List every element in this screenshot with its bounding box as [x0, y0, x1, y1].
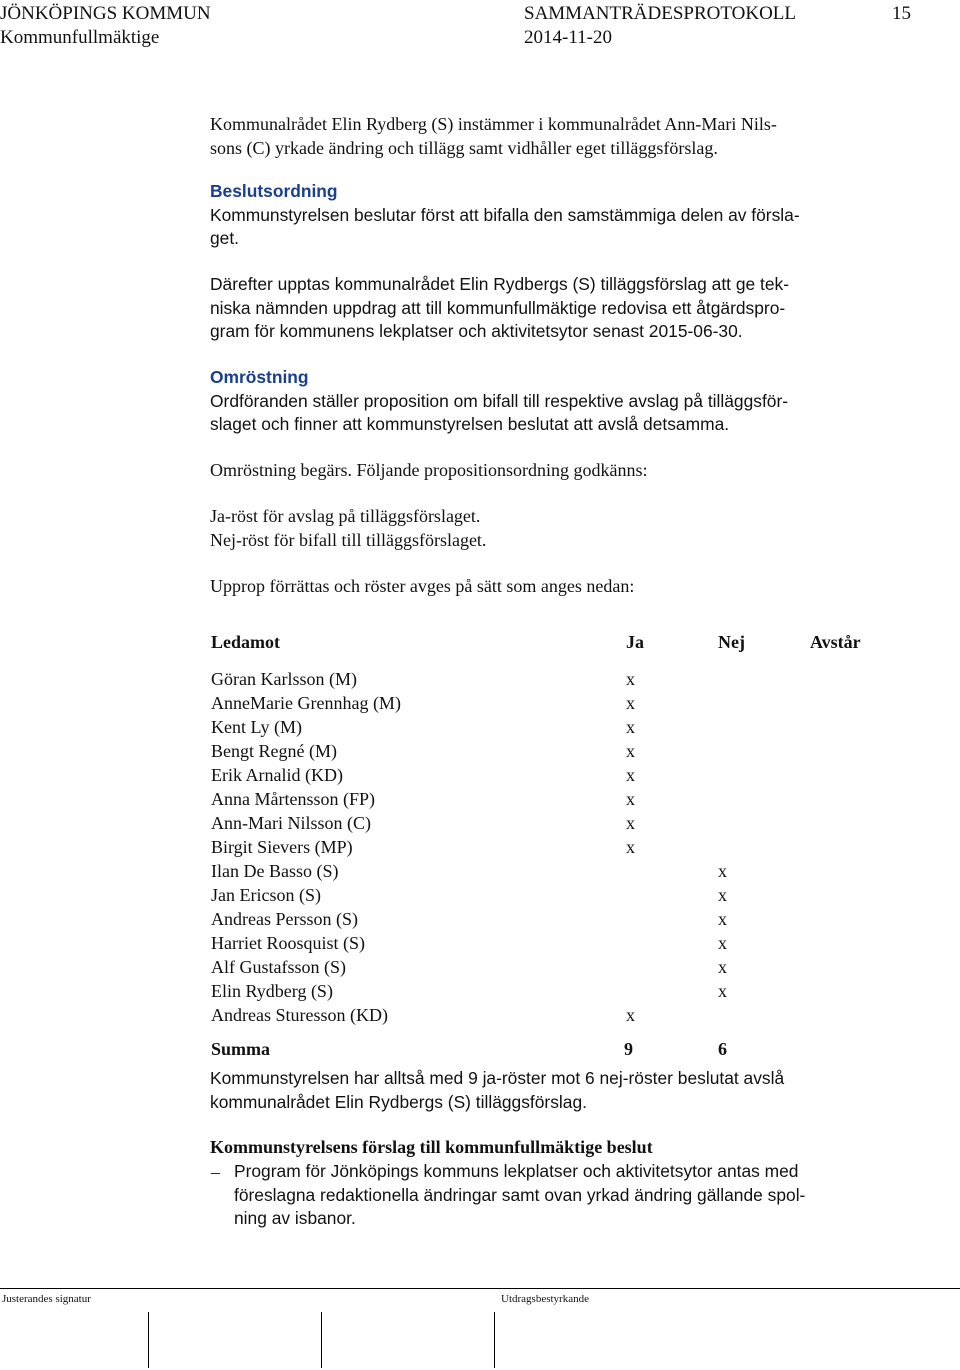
ledamot-name: AnneMarie Grennhag (M) [211, 693, 401, 713]
table-row [211, 835, 861, 859]
ledamot-name: Andreas Sturesson (KD) [211, 1005, 388, 1025]
ja-mark [624, 955, 718, 979]
text-line: Därefter upptas kommunalrådet Elin Rydbergs (S) tilläggsförslag att ge tek- [210, 274, 789, 294]
ledamot-name: Bengt Regné (M) [211, 741, 337, 761]
paragraph-upprop [210, 575, 870, 599]
table-row [211, 715, 861, 739]
ledamot-name: Harriet Roosquist (S) [211, 933, 365, 953]
ja-mark [624, 883, 718, 907]
summa-label: Summa [211, 1039, 271, 1059]
proposal-text [234, 1160, 874, 1231]
nej-mark: x [718, 933, 727, 953]
footer-utdragsbestyrkande: Utdragsbestyrkande [501, 1293, 589, 1305]
text-line: föreslagna redaktionella ändringar samt ovan yrkad ändring gällande spol- [234, 1184, 806, 1205]
avstar-mark [810, 667, 861, 691]
row-gap [211, 657, 861, 667]
ja-mark [624, 859, 718, 883]
avstar-mark [810, 955, 861, 979]
summa-avstar [810, 1027, 861, 1061]
avstar-mark [810, 739, 861, 763]
text-line: kommunalrådet Elin Rydbergs (S) tilläggsförslag. [210, 1091, 587, 1112]
section-beslutsordning [210, 180, 870, 251]
nej-mark [718, 715, 810, 739]
paragraph-result [210, 1067, 870, 1114]
nej-mark [718, 787, 810, 811]
col-nej: Nej [718, 632, 745, 652]
text-line: Ordföranden ställer proposition om bifall till respektive avslag på tilläggsför- [210, 390, 789, 411]
table-row [211, 811, 861, 835]
table-row [211, 763, 861, 787]
header-org: JÖNKÖPINGS KOMMUN [0, 3, 211, 24]
ledamot-name: Anna Mårtensson (FP) [211, 789, 375, 809]
ledamot-name: Ann-Mari Nilsson (C) [211, 813, 371, 833]
avstar-mark [810, 811, 861, 835]
text-line: Omröstning begärs. Följande propositionsordning godkänns: [210, 460, 648, 480]
ledamot-name: Jan Ericson (S) [211, 885, 321, 905]
footer-rule [0, 1288, 960, 1289]
col-avstar: Avstår [810, 632, 861, 652]
text-line: get. [210, 228, 240, 248]
ja-mark: x [626, 693, 635, 713]
ja-mark: x [626, 741, 635, 761]
table-row [211, 883, 861, 907]
ja-mark: x [626, 837, 635, 857]
ja-mark [624, 979, 718, 1003]
section-heading: Beslutsordning [210, 181, 338, 201]
nej-mark [718, 811, 810, 835]
ja-mark [624, 931, 718, 955]
avstar-mark [810, 715, 861, 739]
section-heading: Kommunstyrelsens förslag till kommunfullmäktige beslut [210, 1137, 653, 1157]
ja-mark: x [626, 669, 635, 689]
nej-mark [718, 1003, 810, 1027]
text-line: ning av isbanor. [234, 1208, 356, 1228]
signature-box-divider [321, 1312, 322, 1368]
ledamot-name: Elin Rydberg (S) [211, 981, 333, 1001]
header-doc-type: SAMMANTRÄDESPROTOKOLL [524, 3, 797, 24]
table-row [211, 739, 861, 763]
table-row [211, 859, 861, 883]
avstar-mark [810, 979, 861, 1003]
ledamot-name: Göran Karlsson (M) [211, 669, 357, 689]
header-body: Kommunfullmäktige [0, 27, 160, 48]
nej-mark [718, 739, 810, 763]
ja-mark [624, 907, 718, 931]
nej-mark: x [718, 909, 727, 929]
summa-nej: 6 [718, 1039, 727, 1059]
summa-row [211, 1027, 861, 1061]
avstar-mark [810, 931, 861, 955]
ja-line: Ja-röst för avslag på tilläggsförslaget. [210, 506, 481, 526]
ja-mark: x [626, 789, 635, 809]
section-heading: Omröstning [210, 367, 309, 387]
paragraph-yrkande [210, 113, 870, 160]
avstar-mark [810, 859, 861, 883]
section-omrostning [210, 366, 870, 437]
paragraph-rostning [210, 505, 870, 552]
table-row [211, 907, 861, 931]
text-line: Kommunstyrelsen beslutar först att bifalla den samstämmiga delen av försla- [210, 204, 800, 225]
vote-table [211, 627, 861, 1061]
ledamot-name: Kent Ly (M) [211, 717, 302, 737]
avstar-mark [810, 835, 861, 859]
nej-mark: x [718, 957, 727, 977]
table-row [211, 955, 861, 979]
ledamot-name: Alf Gustafsson (S) [211, 957, 346, 977]
avstar-mark [810, 691, 861, 715]
table-row [211, 1003, 861, 1027]
text-line: gram för kommunens lekplatser och aktivitetsytor senast 2015-06-30. [210, 321, 743, 341]
bullet-dash: – [211, 1162, 220, 1182]
col-ledamot: Ledamot [211, 632, 280, 652]
avstar-mark [810, 883, 861, 907]
ja-mark: x [626, 765, 635, 785]
ledamot-name: Erik Arnalid (KD) [211, 765, 343, 785]
text-line: slaget och finner att kommunstyrelsen beslutat att avslå detsamma. [210, 414, 730, 434]
table-row [211, 787, 861, 811]
paragraph-propositionsordning [210, 459, 870, 483]
nej-mark [718, 667, 810, 691]
nej-mark: x [718, 981, 727, 1001]
signature-box-divider [494, 1312, 495, 1368]
nej-mark: x [718, 885, 727, 905]
ja-mark: x [626, 1005, 635, 1025]
text-line: Kommunstyrelsen har alltså med 9 ja-röster mot 6 nej-röster beslutat avslå [210, 1068, 785, 1088]
table-row [211, 931, 861, 955]
ledamot-name: Ilan De Basso (S) [211, 861, 339, 881]
nej-mark [718, 691, 810, 715]
ja-mark: x [626, 813, 635, 833]
avstar-mark [810, 787, 861, 811]
table-row [211, 979, 861, 1003]
vote-table-header [211, 627, 861, 657]
avstar-mark [810, 1003, 861, 1027]
nej-mark [718, 763, 810, 787]
col-ja: Ja [626, 632, 644, 652]
section-proposal [210, 1136, 870, 1160]
text-line: niska nämnden uppdrag att till kommunfullmäktige redovisa ett åtgärdspro- [210, 297, 786, 318]
ledamot-name: Andreas Persson (S) [211, 909, 358, 929]
header-date: 2014-11-20 [524, 27, 612, 48]
nej-mark: x [718, 861, 727, 881]
ledamot-name: Birgit Sievers (MP) [211, 837, 353, 857]
ja-mark: x [626, 717, 635, 737]
text-line: Kommunalrådet Elin Rydberg (S) instämmer i kommunalrådet Ann-Mari Nils- [210, 114, 777, 134]
text-line: Program för Jönköpings kommuns lekplatser och aktivitetsytor antas med [234, 1161, 799, 1181]
text-line: sons (C) yrkade ändring och tillägg samt vidhåller eget tilläggsförslag. [210, 137, 718, 158]
text-line: Upprop förrättas och röster avges på sätt som anges nedan: [210, 576, 635, 596]
avstar-mark [810, 907, 861, 931]
table-row [211, 691, 861, 715]
avstar-mark [810, 763, 861, 787]
paragraph-darefter [210, 273, 870, 344]
footer-justerandes-signatur: Justerandes signatur [2, 1293, 91, 1305]
nej-mark [718, 835, 810, 859]
page-number: 15 [892, 3, 911, 24]
table-row [211, 667, 861, 691]
summa-ja: 9 [624, 1039, 633, 1059]
nej-line: Nej-röst för bifall till tilläggsförslaget. [210, 529, 487, 550]
signature-box-divider [148, 1312, 149, 1368]
